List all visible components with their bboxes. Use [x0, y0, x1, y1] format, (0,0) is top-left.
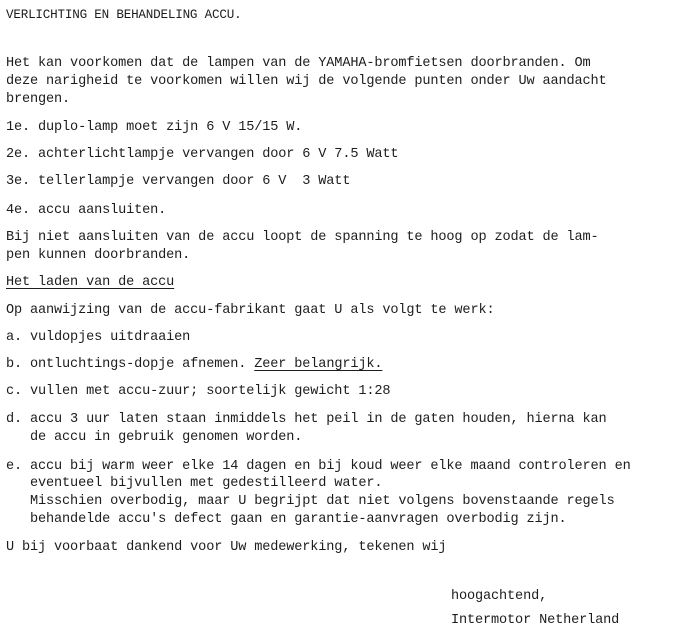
- point-1: 1e. duplo-lamp moet zijn 6 V 15/15 W.: [6, 120, 303, 135]
- step-d-line-1: d. accu 3 uur laten staan inmiddels het peil in de gaten houden, hierna kan: [6, 412, 607, 427]
- point-3: 3e. tellerlampje vervangen door 6 V 3 Watt: [6, 174, 351, 189]
- step-d-line-2: de accu in gebruik genomen worden.: [6, 430, 303, 445]
- closing-line: U bij voorbaat dankend voor Uw medewerking, tekenen wij: [6, 540, 447, 555]
- intro-line-2: deze narigheid te voorkomen willen wij de volgende punten onder Uw aandacht: [6, 74, 607, 89]
- intro-line-3: brengen.: [6, 92, 71, 107]
- step-b: [6, 358, 382, 372]
- warning-line-1: Bij niet aansluiten van de accu loopt de spanning te hoog op zodat de lam-: [6, 230, 599, 245]
- step-e-line-3: Misschien overbodig, maar U begrijpt dat niet volgens bovenstaande regels: [6, 494, 615, 509]
- signature-greeting: hoogachtend,: [451, 589, 548, 604]
- point-2: 2e. achterlichtlampje vervangen door 6 V 7.5 Watt: [6, 147, 399, 162]
- step-b-emphasis: Zeer belangrijk.: [254, 357, 383, 372]
- step-e-line-2: eventueel bijvullen met gedestilleerd water.: [6, 476, 383, 491]
- section-heading: Het laden van de accu: [6, 275, 175, 290]
- step-a: a. vuldopjes uitdraaien: [6, 330, 191, 345]
- step-e-line-1: e. accu bij warm weer elke 14 dagen en bij koud weer elke maand controleren en: [6, 459, 631, 474]
- step-e-line-4: behandelde accu's defect gaan en garantie-aanvragen overbodig zijn.: [6, 512, 567, 527]
- point-4: 4e. accu aansluiten.: [6, 203, 167, 218]
- document-title: VERLICHTING EN BEHANDELING ACCU.: [6, 8, 242, 22]
- instruction-line: Op aanwijzing van de accu-fabrikant gaat U als volgt te werk:: [6, 303, 495, 318]
- step-c: c. vullen met accu-zuur; soortelijk gewicht 1:28: [6, 384, 391, 399]
- signature-company: Intermotor Netherland: [451, 613, 620, 628]
- step-b-text: b. ontluchtings-dopje afnemen.: [6, 357, 255, 372]
- intro-line-1: Het kan voorkomen dat de lampen van de YAMAHA-bromfietsen doorbranden. Om: [6, 56, 591, 71]
- warning-line-2: pen kunnen doorbranden.: [6, 248, 191, 263]
